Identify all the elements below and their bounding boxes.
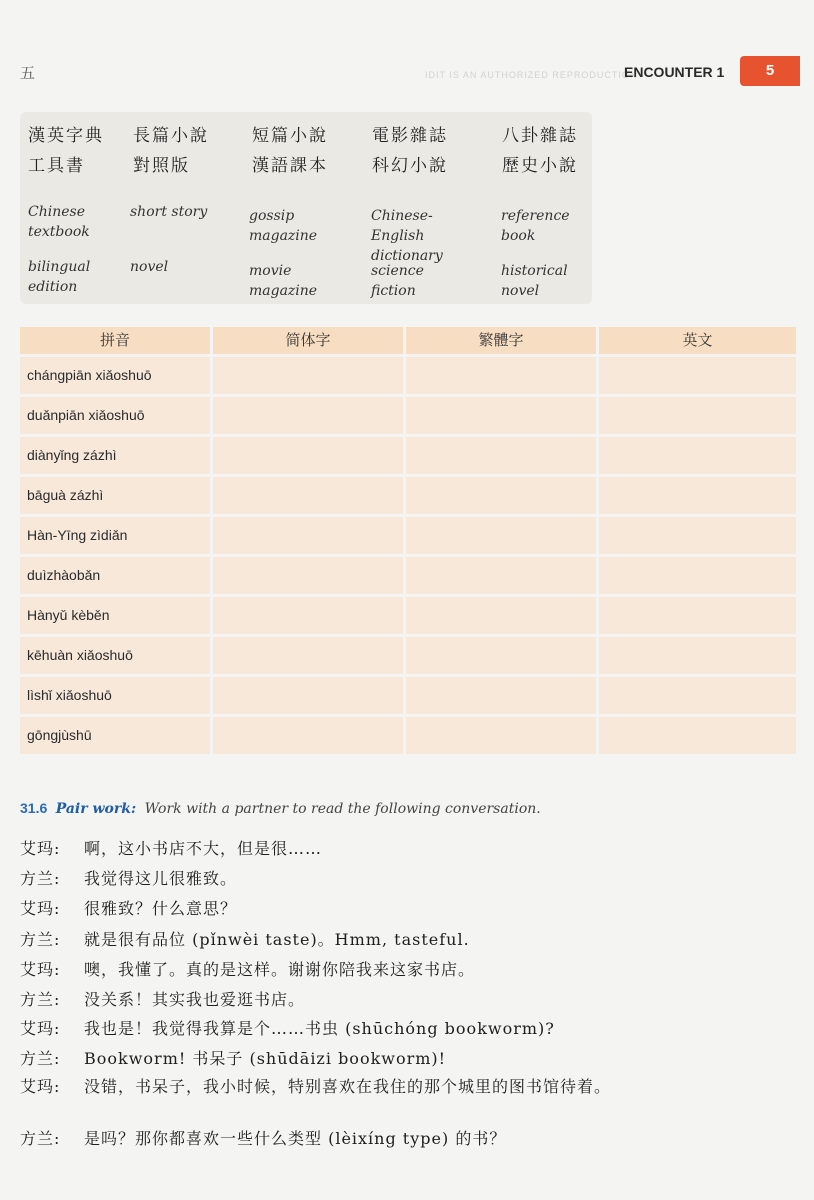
pinyin-cell: lìshǐ xiǎoshuō (20, 677, 210, 714)
english-cell[interactable] (599, 477, 796, 514)
table-header-row (20, 327, 796, 354)
simplified-cell[interactable] (213, 517, 403, 554)
encounter-label: ENCOUNTER 1 (624, 64, 725, 80)
vocab-word: 漢英字典 (28, 126, 104, 146)
utterance: 我觉得这儿很雅致。 (84, 869, 238, 888)
traditional-cell[interactable] (406, 477, 596, 514)
exercise-title: Pair work: (55, 801, 137, 817)
english-cell[interactable] (599, 357, 796, 394)
simplified-cell[interactable] (213, 357, 403, 394)
table-row (20, 677, 796, 714)
table-row (20, 517, 796, 554)
english-cell[interactable] (599, 637, 796, 674)
vocab-word: 對照版 (133, 156, 190, 176)
vocab-meaning: gossip magazine (249, 208, 318, 244)
vocab-meaning: Chinese textbook (28, 204, 90, 240)
vocab-word: 電影雜誌 (372, 126, 448, 146)
speaker-name: 艾玛: (20, 1077, 61, 1096)
vocab-meaning: novel (130, 259, 169, 275)
english-cell[interactable] (599, 557, 796, 594)
simplified-cell[interactable] (213, 637, 403, 674)
traditional-cell[interactable] (406, 637, 596, 674)
simplified-cell[interactable] (213, 677, 403, 714)
pinyin-cell: bāguà zázhì (20, 477, 210, 514)
vocab-meaning: reference book (501, 208, 570, 244)
column-header-english: 英文 (599, 327, 796, 354)
english-cell[interactable] (599, 677, 796, 714)
pinyin-cell: gōngjùshū (20, 717, 210, 754)
utterance: 很雅致？什么意思？ (84, 899, 238, 918)
simplified-cell[interactable] (213, 437, 403, 474)
vocab-word: 短篇小說 (252, 126, 328, 146)
speaker-name: 艾玛: (20, 899, 61, 918)
speaker-name: 艾玛: (20, 839, 61, 858)
speaker-name: 方兰: (20, 990, 61, 1009)
pinyin-cell: Hànyǔ kèběn (20, 597, 210, 634)
utterance: 是吗？那你都喜欢一些什么类型 (lèixíng type) 的书？ (84, 1129, 507, 1148)
simplified-cell[interactable] (213, 397, 403, 434)
utterance: 噢，我懂了。真的是这样。谢谢你陪我来这家书店。 (84, 960, 476, 979)
traditional-cell[interactable] (406, 357, 596, 394)
speaker-name: 艾玛: (20, 960, 61, 979)
traditional-cell[interactable] (406, 597, 596, 634)
traditional-cell[interactable] (406, 437, 596, 474)
table-row (20, 397, 796, 434)
english-cell[interactable] (599, 397, 796, 434)
simplified-cell[interactable] (213, 597, 403, 634)
table-row (20, 597, 796, 634)
pinyin-cell: kēhuàn xiǎoshuō (20, 637, 210, 674)
vocabulary-box (20, 112, 592, 304)
vocab-word: 漢語課本 (252, 156, 328, 176)
english-cell[interactable] (599, 597, 796, 634)
english-cell[interactable] (599, 717, 796, 754)
pinyin-cell: duǎnpiān xiǎoshuō (20, 397, 210, 434)
table-row (20, 357, 796, 394)
faded-running-title: IDIT IS AN AUTHORIZED REPRODUCTION (425, 70, 638, 80)
table-row (20, 477, 796, 514)
column-header-pinyin: 拼音 (20, 327, 210, 354)
vocab-meaning: short story (130, 204, 208, 220)
traditional-cell[interactable] (406, 397, 596, 434)
speaker-name: 方兰: (20, 1129, 61, 1148)
speaker-name: 方兰: (20, 930, 61, 949)
traditional-cell[interactable] (406, 717, 596, 754)
table-row (20, 557, 796, 594)
simplified-cell[interactable] (213, 477, 403, 514)
utterance: 就是很有品位 (pǐnwèi taste)。Hmm, tasteful. (84, 930, 470, 949)
pinyin-cell: diànyǐng zázhì (20, 437, 210, 474)
pinyin-cell: chángpiān xiǎoshuō (20, 357, 210, 394)
speaker-name: 艾玛: (20, 1019, 61, 1038)
page-header (0, 0, 814, 100)
speaker-name: 方兰: (20, 1049, 61, 1068)
vocab-word: 工具書 (28, 156, 85, 176)
exercise-heading (20, 800, 541, 817)
table-row (20, 437, 796, 474)
utterance: 我也是！我觉得我算是个……书虫 (shūchóng bookworm)? (84, 1019, 555, 1038)
vocab-meaning: historical novel (501, 263, 568, 299)
column-header-simplified: 简体字 (213, 327, 403, 354)
exercise-instruction: Work with a partner to read the following conversation. (144, 801, 541, 817)
pinyin-cell: Hàn-Yīng zìdiǎn (20, 517, 210, 554)
traditional-cell[interactable] (406, 557, 596, 594)
utterance: Bookworm! 书呆子 (shūdāizi bookworm)! (84, 1049, 447, 1068)
vocab-meaning: science fiction (371, 263, 424, 299)
english-cell[interactable] (599, 517, 796, 554)
table-row (20, 637, 796, 674)
chapter-number: 五 (20, 64, 36, 82)
simplified-cell[interactable] (213, 717, 403, 754)
column-header-traditional: 繁體字 (406, 327, 596, 354)
utterance: 啊，这小书店不大，但是很…… (84, 839, 323, 858)
utterance: 没关系！其实我也爱逛书店。 (84, 990, 306, 1009)
simplified-cell[interactable] (213, 557, 403, 594)
utterance: 没错，书呆子，我小时候，特别喜欢在我住的那个城里的图书馆待着。 (84, 1077, 612, 1096)
english-cell[interactable] (599, 437, 796, 474)
exercise-number: 31.6 (20, 800, 48, 816)
traditional-cell[interactable] (406, 677, 596, 714)
vocab-word: 歷史小說 (502, 156, 578, 176)
pinyin-cell: duìzhàobǎn (20, 557, 210, 594)
traditional-cell[interactable] (406, 517, 596, 554)
vocab-meaning: movie magazine (249, 263, 318, 299)
vocab-word: 科幻小說 (372, 156, 448, 176)
speaker-name: 方兰: (20, 869, 61, 888)
vocab-word: 長篇小說 (133, 126, 209, 146)
table-row (20, 717, 796, 754)
page-number-tab: 5 (740, 56, 800, 86)
vocab-meaning: bilingual edition (28, 259, 91, 295)
vocab-meaning: Chinese-English dictionary (371, 208, 443, 264)
vocab-word: 八卦雜誌 (502, 126, 578, 146)
